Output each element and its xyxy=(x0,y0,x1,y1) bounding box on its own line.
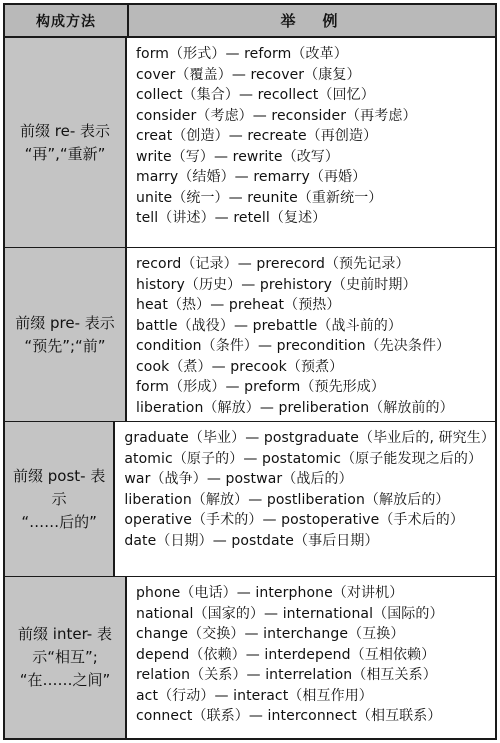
table-row-pre xyxy=(5,248,495,422)
examples-cell xyxy=(127,248,495,421)
example-line: condition（条件）— precondition（先决条件） xyxy=(136,338,451,354)
example-line: war（战争）— postwar（战后的） xyxy=(124,471,353,487)
table-header-row xyxy=(5,5,495,38)
example-line: liberation（解放）— postliberation（解放后的） xyxy=(124,491,450,508)
header-examples: 举 例 xyxy=(280,12,344,30)
example-line: date（日期）— postdate（事后日期） xyxy=(124,532,379,549)
word-formation-table xyxy=(3,3,497,740)
examples-cell xyxy=(115,422,495,576)
header-method: 构成方法 xyxy=(5,5,129,36)
examples-cell xyxy=(127,38,495,247)
example-line: change（交换）— interchange（互换） xyxy=(136,626,405,642)
method-text: 前缀 pre- 表示 “预先”;“前” xyxy=(15,313,115,355)
example-line: depend（依赖）— interdepend（互相依赖） xyxy=(136,646,436,663)
method-cell xyxy=(5,422,115,576)
example-line: act（行动）— interact（相互作用） xyxy=(136,687,373,704)
example-line: tell（讲述）— retell（复述） xyxy=(136,210,327,226)
example-line: history（历史）— prehistory（史前时期） xyxy=(136,276,417,293)
method-text: 前缀 re- 表示 “再”,“重新” xyxy=(19,121,110,163)
example-line: write（写）— rewrite（改写） xyxy=(136,148,340,165)
example-line: heat（热）— preheat（预热） xyxy=(136,297,341,313)
example-line: cover（覆盖）— recover（康复） xyxy=(136,66,361,83)
method-text: 前缀 inter- 表 示“相互”; “在……之间” xyxy=(18,625,112,689)
example-line: national（国家的）— international（国际的） xyxy=(136,605,444,622)
example-line: atomic（原子的）— postatomic（原子能发现之后的） xyxy=(124,450,483,467)
example-line: relation（关系）— interrelation（相互关系） xyxy=(136,667,437,683)
example-line: creat（创造）— recreate（再创造） xyxy=(136,128,378,144)
example-line: form（形成）— preform（预先形成） xyxy=(136,379,385,395)
method-cell xyxy=(5,577,127,738)
example-line: battle（战役）— prebattle（战斗前的） xyxy=(136,317,402,334)
example-line: liberation（解放）— preliberation（解放前的） xyxy=(136,399,454,416)
example-line: consider（考虑）— reconsider（再考虑） xyxy=(136,107,417,124)
example-line: unite（统一）— reunite（重新统一） xyxy=(136,189,383,206)
example-line: cook（煮）— precook（预煮） xyxy=(136,358,344,375)
table-row-inter xyxy=(5,577,495,738)
method-text: 前缀 post- 表示 “……后的” xyxy=(13,466,106,531)
table-row-re xyxy=(5,38,495,248)
example-line: collect（集合）— recollect（回忆） xyxy=(136,87,375,103)
example-line: connect（联系）— interconnect（相互联系） xyxy=(136,708,442,724)
example-line: form（形式）— reform（改革） xyxy=(136,46,348,62)
example-line: marry（结婚）— remarry（再婚） xyxy=(136,169,367,185)
table-row-post xyxy=(5,422,495,577)
example-line: graduate（毕业）— postgraduate（毕业后的, 研究生） xyxy=(124,430,495,446)
method-cell xyxy=(5,38,127,247)
method-cell xyxy=(5,248,127,421)
example-line: operative（手术的）— postoperative（手术后的） xyxy=(124,512,464,528)
examples-cell xyxy=(127,577,495,738)
example-line: phone（电话）— interphone（对讲机） xyxy=(136,585,404,601)
example-line: record（记录）— prerecord（预先记录） xyxy=(136,256,410,272)
